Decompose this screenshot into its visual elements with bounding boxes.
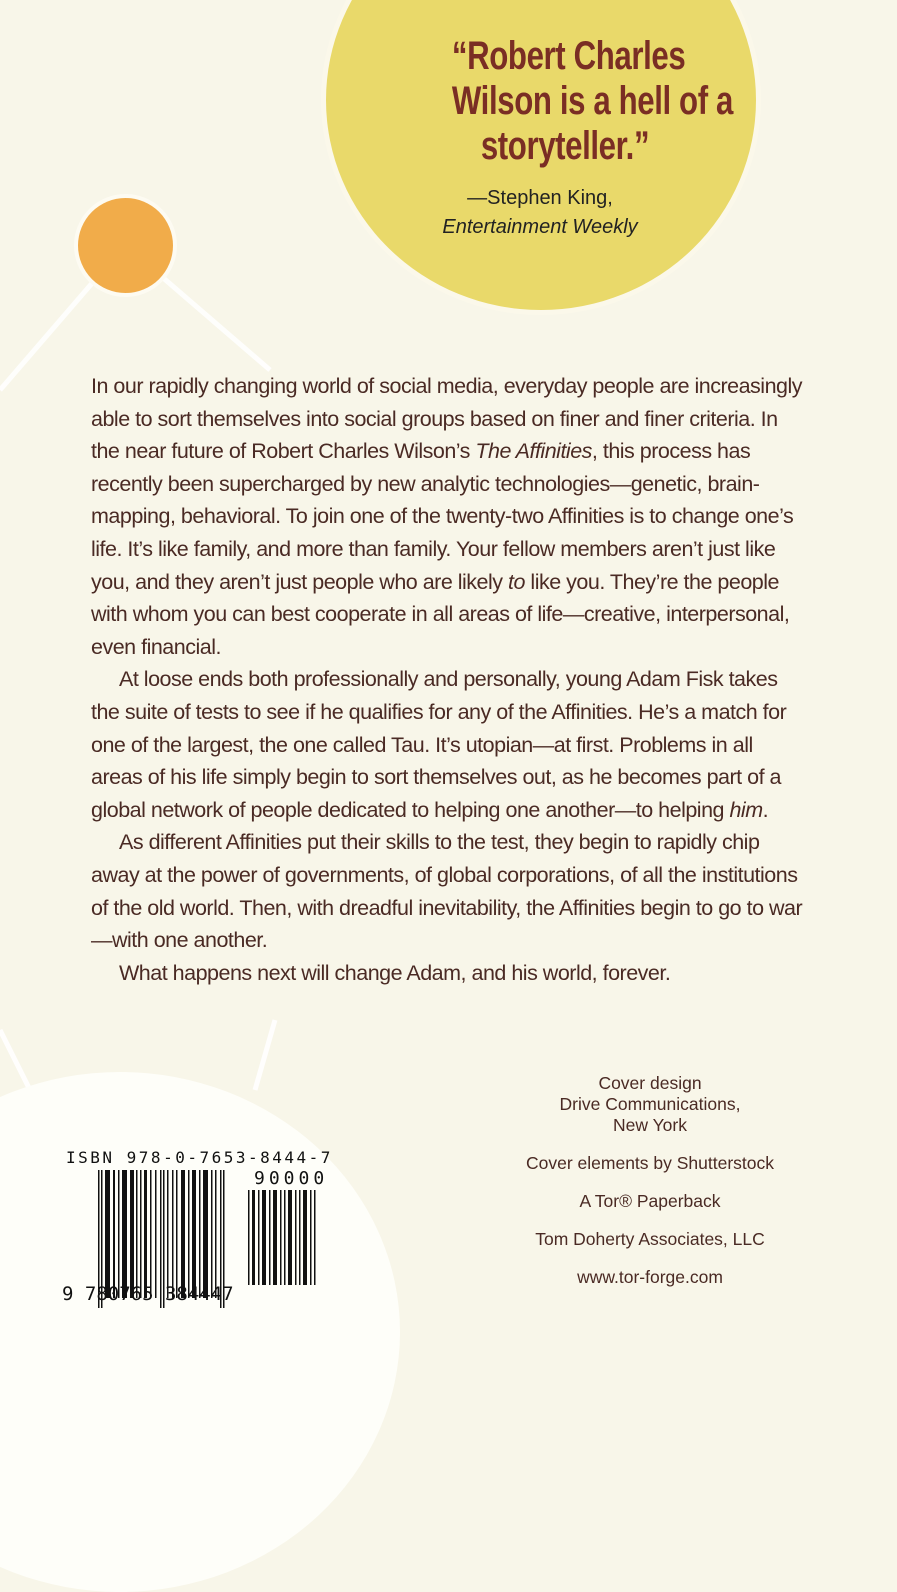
imprint: A Tor® Paperback bbox=[579, 1191, 721, 1211]
text-span: , this process has recently been supercharged by new analytic technologies—genetic, brain-mapping, behavioral. To join one of the twenty-two Affinities is to change one’s life. It’s like family, and more than family. Your fellow members aren’t just like you, and they aren’t just people who are likely bbox=[91, 439, 794, 594]
text-span: At loose ends both professionally and personally, young Adam Fisk takes the suite of tests to see if he qualifies for any of the Affinities. He’s a match for one of the largest, the one called Tau. It’s utopian—at first. Problems in all areas of his life simply begin to sort themselves out, as he becomes part of a global network of people dedicated to helping one another—to helping bbox=[91, 667, 787, 822]
quote-line: storyteller.” bbox=[480, 124, 650, 168]
publisher: Tom Doherty Associates, LLC bbox=[535, 1229, 765, 1249]
credit-designer: Drive Communications, bbox=[559, 1094, 741, 1114]
text-span: . bbox=[762, 797, 769, 822]
description-paragraph: What happens next will change Adam, and his world, forever. bbox=[119, 960, 671, 985]
quote-line: Wilson is a hell of a bbox=[451, 79, 733, 123]
ean-digits: 9 780765 384447 bbox=[62, 1283, 234, 1305]
credits-block bbox=[470, 1073, 830, 1305]
quote-attribution bbox=[400, 184, 680, 242]
quote-line: “Robert Charles bbox=[451, 34, 686, 78]
text-span: In our rapidly changing world of social media, everyday people are increasingly able to sort themselves into social groups based on finer and finer criteria. In the near future of Robert Charles Wilson’s bbox=[91, 374, 803, 464]
orange-dot-decoration bbox=[78, 198, 173, 293]
book-title: The Affinities bbox=[475, 439, 592, 464]
cover-design-credit bbox=[470, 1073, 830, 1136]
blurb-quote bbox=[451, 34, 733, 169]
isbn-barcode bbox=[62, 1148, 336, 1308]
price-code: 90000 bbox=[254, 1168, 329, 1189]
publisher-website: www.tor-forge.com bbox=[577, 1267, 723, 1287]
emphasis: to bbox=[508, 569, 525, 594]
attribution-name: —Stephen King, bbox=[467, 187, 613, 209]
description-paragraph: As different Affinities put their skills to the test, they begin to rapidly chip away at the power of governments, of global corporations, of all the institutions of the old world. Then, with dreadful inevitability, the Affinities begin to go to war—with one another. bbox=[91, 830, 803, 953]
text-span: like you. They’re the people with whom you can best cooperate in all areas of life—creative, interpersonal, even financial. bbox=[91, 569, 790, 659]
isbn-label: ISBN 978-0-7653-8444-7 bbox=[66, 1148, 333, 1167]
book-description bbox=[91, 370, 803, 989]
description-paragraph bbox=[91, 663, 803, 826]
emphasis: him bbox=[729, 797, 763, 822]
cover-elements-credit: Cover elements by Shutterstock bbox=[525, 1153, 775, 1173]
attribution-source: Entertainment Weekly bbox=[442, 216, 638, 238]
credit-label: Cover design bbox=[598, 1073, 702, 1093]
credit-city: New York bbox=[613, 1115, 687, 1135]
description-paragraph bbox=[91, 370, 803, 663]
